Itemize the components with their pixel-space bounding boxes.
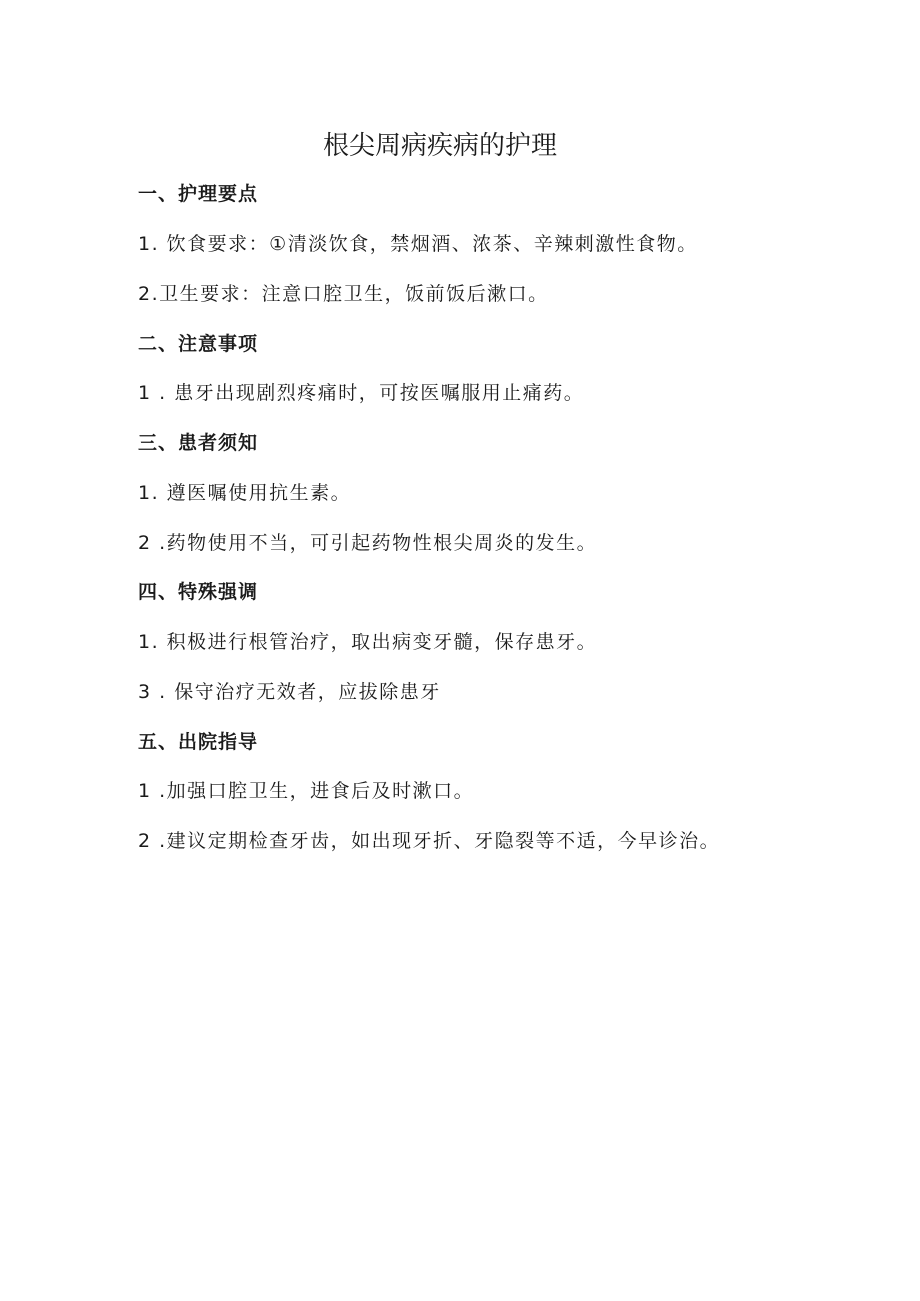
- list-item: 1. 遵医嘱使用抗生素。: [138, 482, 352, 504]
- list-item: 2 .建议定期检查牙齿，如出现牙折、牙隐裂等不适，今早诊治。: [138, 830, 721, 852]
- document-title: 根尖周病疾病的护理: [322, 131, 557, 161]
- list-item: 3 . 保守治疗无效者，应拔除患牙: [138, 681, 441, 703]
- list-item: 2 .药物使用不当，可引起药物性根尖周炎的发生。: [138, 532, 598, 554]
- section-heading: 四、特殊强调: [138, 581, 259, 603]
- list-item: 1 .加强口腔卫生，进食后及时漱口。: [138, 780, 475, 802]
- list-item: 1. 积极进行根管治疗，取出病变牙髓，保存患牙。: [138, 631, 598, 653]
- section-heading: 三、患者须知: [138, 432, 259, 454]
- section-heading: 一、护理要点: [138, 183, 259, 205]
- section-heading: 五、出院指导: [138, 731, 259, 753]
- section-heading: 二、注意事项: [138, 333, 259, 355]
- list-item: 1. 饮食要求：①清淡饮食，禁烟酒、浓茶、辛辣刺激性食物。: [138, 233, 698, 255]
- list-item: 2.卫生要求：注意口腔卫生，饭前饭后漱口。: [138, 283, 549, 305]
- list-item: 1 . 患牙出现剧烈疼痛时，可按医嘱服用止痛药。: [138, 382, 585, 404]
